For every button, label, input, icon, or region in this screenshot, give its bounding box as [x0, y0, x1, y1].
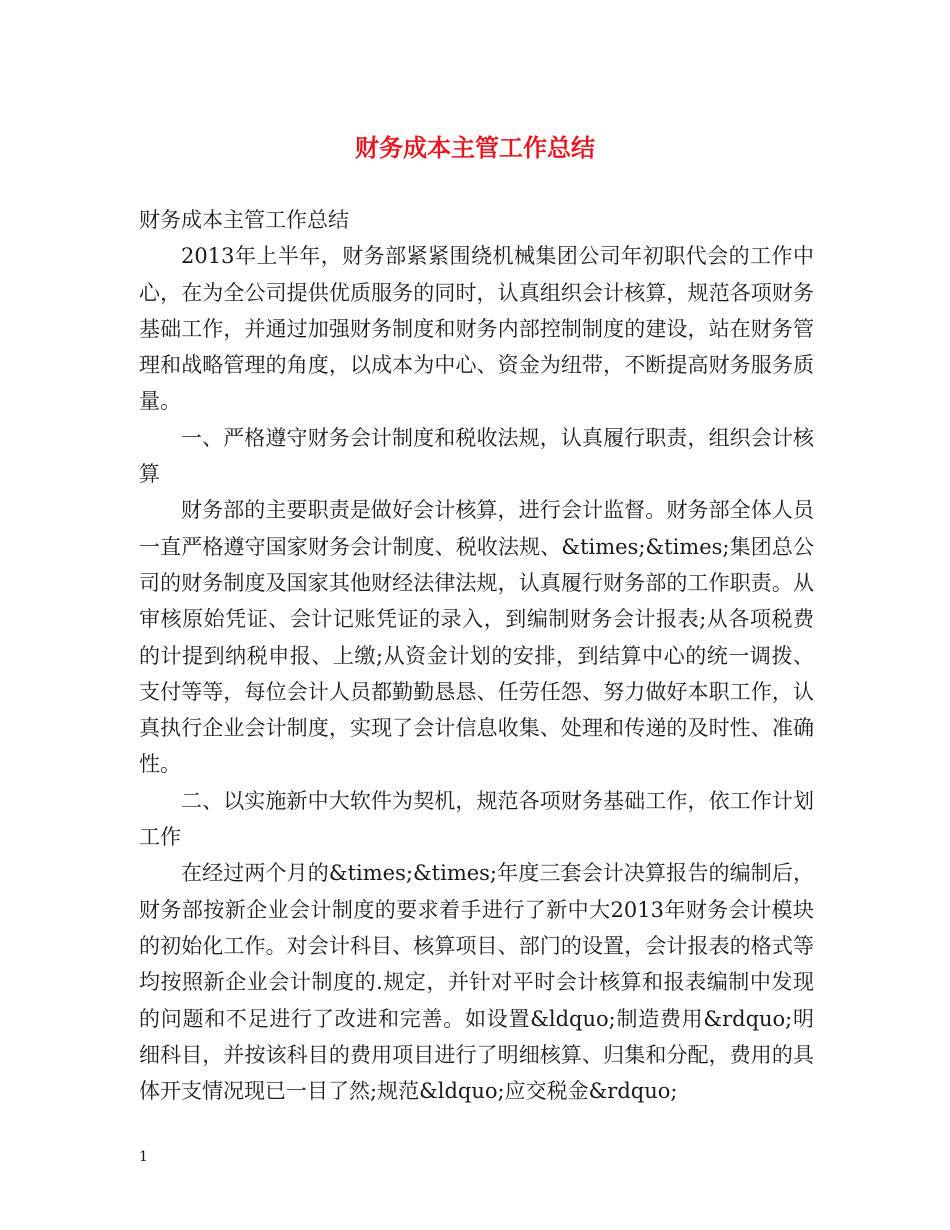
paragraph-section-2: 在经过两个月的&times;&times;年度三套会计决算报告的编制后，财务部按新企业会计制度的要求着手进行了新中大2013年财务会计模块的初始化工作。对会计科目、核算项目、部门的设置，会计报表的格式等均按照新企业会计制度的.规定，并针对平时会计核算和报表编制中发现的问题和不足进行了改进和完善。如设置&ldquo;制造费用&rdquo;明细科目，并按该科目的费用项目进行了明细核算、归集和分配，费用的具体开支情况现已一目了然;规范&ldquo;应交税金&rdquo; [139, 861, 814, 1104]
document-title: 财务成本主管工作总结 [355, 133, 595, 162]
paragraph-subtitle: 财务成本主管工作总结 [139, 208, 349, 232]
paragraph-section-1: 财务部的主要职责是做好会计核算，进行会计监督。财务部全体人员一直严格遵守国家财务会计制度、税收法规、&times;&times;集团总公司的财务制度及国家其他财经法律法规，认真履行财务部的工作职责。从审核原始凭证、会计记账凭证的录入，到编制财务会计报表;从各项税费的计提到纳税申报、上缴;从资金计划的安排，到结算中心的统一调拨、支付等等，每位会计人员都勤勤恳恳、任劳任怨、努力做好本职工作，认真执行企业会计制度，实现了会计信息收集、处理和传递的及时性、准确性。 [139, 498, 814, 777]
section-heading-2: 二、以实施新中大软件为契机，规范各项财务基础工作，依工作计划工作 [139, 788, 814, 850]
page-number: 1 [139, 1149, 148, 1165]
document-body [139, 202, 814, 1109]
paragraph-intro: 2013年上半年，财务部紧紧围绕机械集团公司年初职代会的工作中心，在为全公司提供优质服务的同时，认真组织会计核算，规范各项财务基础工作，并通过加强财务制度和财务内部控制制度的建设，站在财务管理和战略管理的角度，以成本为中心、资金为纽带，不断提高财务服务质量。 [139, 244, 814, 414]
section-heading-1: 一、严格遵守财务会计制度和税收法规，认真履行职责，组织会计核算 [139, 425, 814, 487]
